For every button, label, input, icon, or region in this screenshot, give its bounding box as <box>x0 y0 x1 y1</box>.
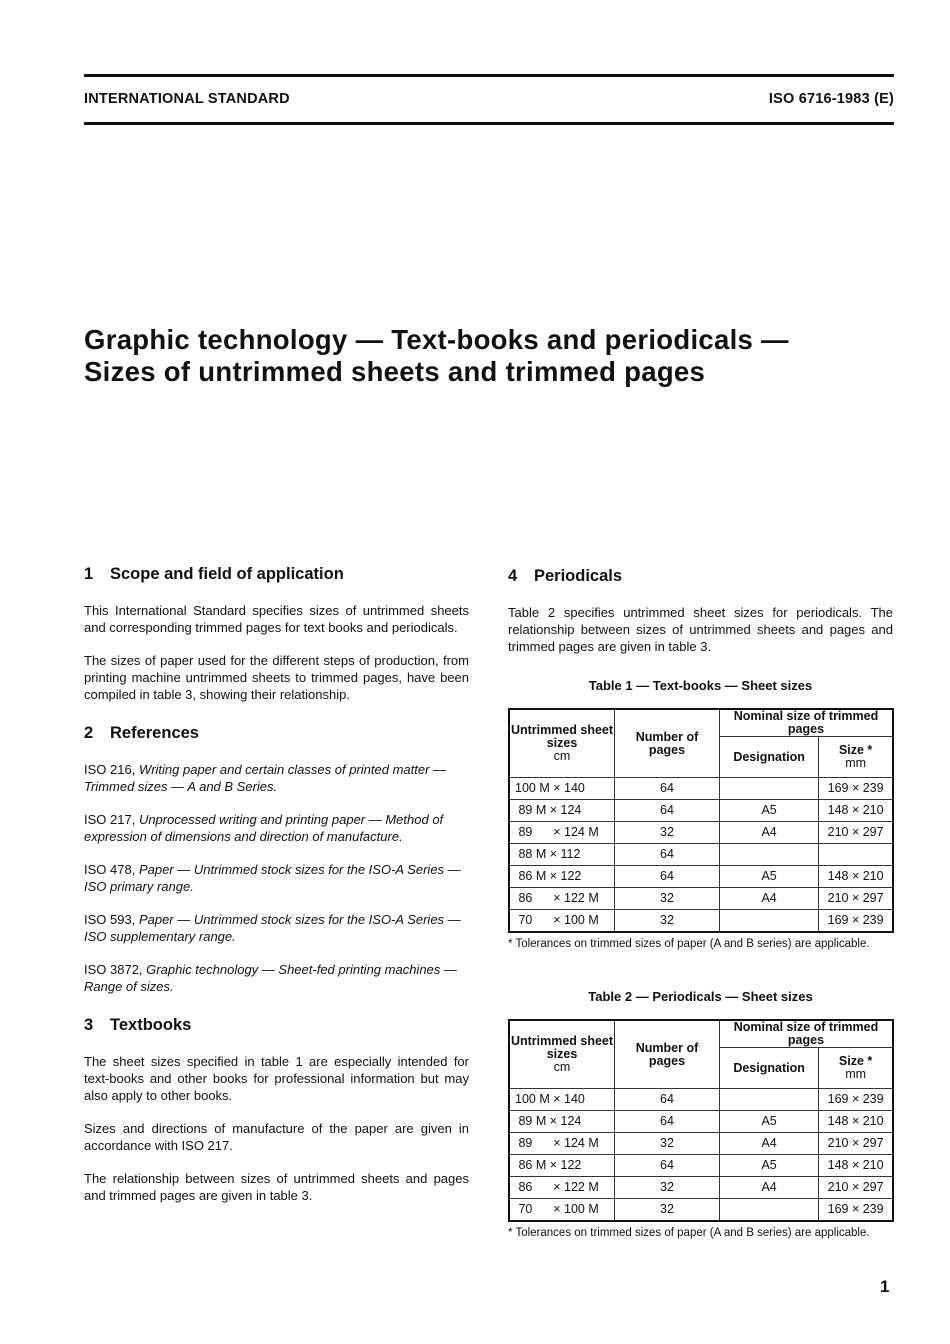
header-label: Untrimmed sheet sizes <box>510 1034 614 1061</box>
reference-title: Paper — Untrimmed stock sizes for the ISO-A Series — ISO primary range. <box>84 862 461 894</box>
table-row <box>509 1089 893 1111</box>
cell-designation <box>720 844 819 866</box>
document-title <box>84 324 789 388</box>
table-row <box>509 1133 893 1155</box>
cell-designation: A5 <box>720 866 819 888</box>
left-column <box>84 566 469 1220</box>
reference-id: ISO 3872, <box>84 962 143 977</box>
section-number: 1 <box>84 565 94 583</box>
paragraph: Table 2 specifies untrimmed sheet sizes for periodicals. The relationship between sizes of untrimmed sheets and pages and trimmed pages are given in table 3. <box>508 605 893 654</box>
cell-designation: A5 <box>720 1111 819 1133</box>
cell-pages: 64 <box>615 1155 720 1177</box>
paragraph: Sizes and directions of manufacture of the paper are given in accordance with ISO 217. <box>84 1121 469 1153</box>
section-number: 4 <box>508 567 518 585</box>
cell-pages: 32 <box>615 1199 720 1222</box>
cell-pages: 64 <box>615 1111 720 1133</box>
section-2-heading <box>84 725 469 742</box>
header-label: Untrimmed sheet sizes <box>510 723 614 750</box>
table-row <box>509 1111 893 1133</box>
cell-size: 148 × 210 <box>819 800 893 822</box>
cell-size: 210 × 297 <box>819 1177 893 1199</box>
cell-designation: A4 <box>720 1133 819 1155</box>
cell-pages: 32 <box>615 888 720 910</box>
section-title: Textbooks <box>110 1016 192 1034</box>
reference-item <box>84 761 469 795</box>
title-line-2: Sizes of untrimmed sheets and trimmed pages <box>84 356 706 387</box>
cell-pages: 64 <box>615 1089 720 1111</box>
table-row <box>509 822 893 844</box>
header-unit: cm <box>553 749 571 763</box>
table-1 <box>508 677 893 952</box>
reference-title: Paper — Untrimmed stock sizes for the ISO-A Series — ISO supplementary range. <box>84 912 461 944</box>
title-line-1: Graphic technology — Text-books and periodicals — <box>84 324 789 355</box>
col-header-size <box>819 737 893 778</box>
cell-sheet-size: 89 M × 124 <box>509 800 615 822</box>
cell-designation: A4 <box>720 1177 819 1199</box>
reference-item <box>84 861 469 895</box>
table-row <box>509 1177 893 1199</box>
section-4-heading <box>508 568 893 585</box>
cell-size: 148 × 210 <box>819 1111 893 1133</box>
cell-sheet-size: 89 × 124 M <box>509 1133 615 1155</box>
cell-sheet-size: 86 × 122 M <box>509 888 615 910</box>
right-column <box>508 568 893 1241</box>
table-row <box>509 778 893 800</box>
references-list <box>84 761 469 995</box>
section-number: 2 <box>84 724 94 742</box>
col-header-nominal: Nominal size of trimmed pages <box>720 1020 894 1048</box>
cell-size <box>819 844 893 866</box>
cell-designation <box>720 778 819 800</box>
table-caption: Table 2 — Periodicals — Sheet sizes <box>588 989 813 1004</box>
table-header-row <box>509 709 893 737</box>
header-unit: mm <box>845 756 867 770</box>
col-header-nominal: Nominal size of trimmed pages <box>720 709 894 737</box>
cell-size: 169 × 239 <box>819 778 893 800</box>
col-header-sheet <box>509 1020 615 1089</box>
cell-pages: 32 <box>615 1133 720 1155</box>
section-1-heading <box>84 566 469 583</box>
cell-sheet-size: 70 × 100 M <box>509 1199 615 1222</box>
table-2 <box>508 988 893 1241</box>
table-row <box>509 1155 893 1177</box>
reference-item <box>84 911 469 945</box>
paragraph: The sizes of paper used for the different steps of production, from printing machine untrimmed sheets to trimmed pages, have been compiled in table 3, showing their relationship. <box>84 653 469 702</box>
cell-sheet-size: 100 M × 140 <box>509 1089 615 1111</box>
cell-designation <box>720 910 819 933</box>
cell-designation: A5 <box>720 1155 819 1177</box>
reference-title: Unprocessed writing and printing paper — Method of expression of dimensions and direction of manufacture. <box>84 812 444 844</box>
header-left: INTERNATIONAL STANDARD <box>84 91 290 107</box>
header-right: ISO 6716-1983 (E) <box>768 91 894 107</box>
cell-size: 169 × 239 <box>819 910 893 933</box>
col-header-designation: Designation <box>720 737 819 778</box>
table-row <box>509 844 893 866</box>
sheet-size-table <box>508 708 894 933</box>
table-footnote: * Tolerances on trimmed sizes of paper (A and B series) are applicable. <box>508 938 870 950</box>
cell-size: 210 × 297 <box>819 1133 893 1155</box>
tables <box>508 677 893 1241</box>
cell-designation: A4 <box>720 822 819 844</box>
cell-pages: 32 <box>615 910 720 933</box>
col-header-designation: Designation <box>720 1048 819 1089</box>
col-header-pages: Number of pages <box>615 1020 720 1089</box>
cell-pages: 64 <box>615 778 720 800</box>
col-header-size <box>819 1048 893 1089</box>
reference-id: ISO 478, <box>84 862 136 877</box>
cell-sheet-size: 86 M × 122 <box>509 1155 615 1177</box>
reference-title: Writing paper and certain classes of printed matter — Trimmed sizes — A and B Series. <box>84 762 447 794</box>
cell-sheet-size: 89 × 124 M <box>509 822 615 844</box>
cell-size: 210 × 297 <box>819 888 893 910</box>
header-label: Size * <box>838 743 873 757</box>
reference-id: ISO 216, <box>84 762 136 777</box>
table-row <box>509 800 893 822</box>
cell-size: 210 × 297 <box>819 822 893 844</box>
page-number: 1 <box>880 1277 890 1296</box>
cell-designation <box>720 1199 819 1222</box>
cell-designation: A4 <box>720 888 819 910</box>
cell-sheet-size: 100 M × 140 <box>509 778 615 800</box>
cell-pages: 32 <box>615 1177 720 1199</box>
cell-pages: 64 <box>615 866 720 888</box>
table-header-row <box>509 1020 893 1048</box>
table-footnote: * Tolerances on trimmed sizes of paper (A and B series) are applicable. <box>508 1227 870 1239</box>
cell-sheet-size: 89 M × 124 <box>509 1111 615 1133</box>
table-row <box>509 910 893 933</box>
reference-item <box>84 961 469 995</box>
section-title: Periodicals <box>534 567 623 585</box>
header-label: Size * <box>838 1054 873 1068</box>
cell-size: 169 × 239 <box>819 1199 893 1222</box>
paragraph: The sheet sizes specified in table 1 are especially intended for text-books and other books for professional information but may also apply to other books. <box>84 1054 469 1103</box>
cell-sheet-size: 86 × 122 M <box>509 1177 615 1199</box>
col-header-sheet <box>509 709 615 778</box>
section-number: 3 <box>84 1016 94 1034</box>
paragraph: This International Standard specifies sizes of untrimmed sheets and corresponding trimmed pages for text books and periodicals. <box>84 603 469 635</box>
cell-sheet-size: 86 M × 122 <box>509 866 615 888</box>
cell-size: 169 × 239 <box>819 1089 893 1111</box>
cell-size: 148 × 210 <box>819 866 893 888</box>
cell-pages: 32 <box>615 822 720 844</box>
header-rule <box>84 122 894 125</box>
section-title: Scope and field of application <box>110 565 344 583</box>
reference-item <box>84 811 469 845</box>
section-3-heading <box>84 1017 469 1034</box>
header-unit: cm <box>553 1060 571 1074</box>
table-caption: Table 1 — Text-books — Sheet sizes <box>588 678 813 693</box>
col-header-pages: Number of pages <box>615 709 720 778</box>
header-unit: mm <box>845 1067 867 1081</box>
reference-title: Graphic technology — Sheet-fed printing machines — Range of sizes. <box>84 962 457 994</box>
cell-sheet-size: 70 × 100 M <box>509 910 615 933</box>
cell-size: 148 × 210 <box>819 1155 893 1177</box>
sheet-size-table <box>508 1019 894 1222</box>
reference-id: ISO 217, <box>84 812 136 827</box>
cell-pages: 64 <box>615 844 720 866</box>
cell-designation: A5 <box>720 800 819 822</box>
reference-id: ISO 593, <box>84 912 136 927</box>
table-row <box>509 866 893 888</box>
paragraph: The relationship between sizes of untrimmed sheets and pages and trimmed pages are given in table 3. <box>84 1171 469 1203</box>
cell-sheet-size: 88 M × 112 <box>509 844 615 866</box>
cell-designation <box>720 1089 819 1111</box>
cell-pages: 64 <box>615 800 720 822</box>
table-row <box>509 888 893 910</box>
table-row <box>509 1199 893 1222</box>
top-rule <box>84 74 894 77</box>
section-title: References <box>110 724 199 742</box>
